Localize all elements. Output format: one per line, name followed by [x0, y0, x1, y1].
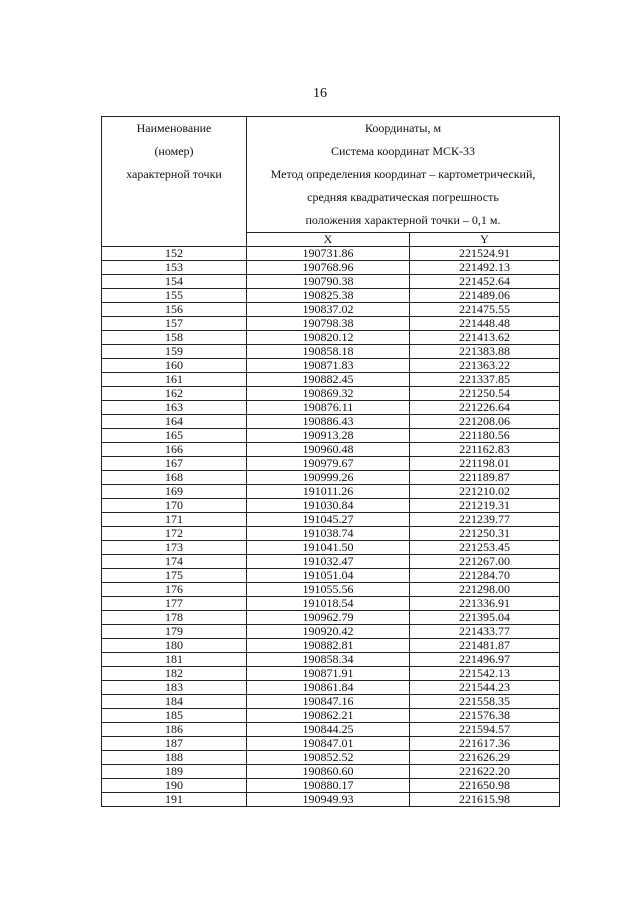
table-row	[102, 555, 560, 569]
x-coordinate-cell: 190871.91	[247, 667, 410, 681]
point-number-cell: 178	[102, 611, 247, 625]
table-row	[102, 597, 560, 611]
y-coordinate-cell: 221162.83	[410, 443, 560, 457]
x-coordinate-cell: 190847.16	[247, 695, 410, 709]
point-number-cell: 184	[102, 695, 247, 709]
x-coordinate-cell: 190949.93	[247, 793, 410, 807]
y-coordinate-cell: 221594.57	[410, 723, 560, 737]
point-number-cell: 162	[102, 387, 247, 401]
x-coordinate-cell: 190790.38	[247, 275, 410, 289]
point-number-cell: 154	[102, 275, 247, 289]
y-coordinate-cell: 221383.88	[410, 345, 560, 359]
x-coordinate-cell: 191018.54	[247, 597, 410, 611]
table-row	[102, 639, 560, 653]
table-row	[102, 513, 560, 527]
table-row	[102, 681, 560, 695]
x-coordinate-cell: 190844.25	[247, 723, 410, 737]
y-coordinate-cell: 221492.13	[410, 261, 560, 275]
table-row	[102, 499, 560, 513]
table-row	[102, 303, 560, 317]
y-coordinate-cell: 221250.54	[410, 387, 560, 401]
y-coordinate-cell: 221413.62	[410, 331, 560, 345]
x-coordinate-cell: 191011.26	[247, 485, 410, 499]
table-row	[102, 289, 560, 303]
point-number-cell: 169	[102, 485, 247, 499]
x-coordinate-cell: 190858.18	[247, 345, 410, 359]
table-row	[102, 275, 560, 289]
y-coordinate-cell: 221336.91	[410, 597, 560, 611]
y-coordinate-cell: 221650.98	[410, 779, 560, 793]
point-number-cell: 174	[102, 555, 247, 569]
y-coordinate-cell: 221615.98	[410, 793, 560, 807]
point-number-cell: 157	[102, 317, 247, 331]
coords-header-line: Метод определения координат – картометрический,	[270, 167, 536, 181]
point-number-cell: 158	[102, 331, 247, 345]
x-coordinate-cell: 191030.84	[247, 499, 410, 513]
table-row	[102, 373, 560, 387]
table-row	[102, 737, 560, 751]
y-coordinate-cell: 221481.87	[410, 639, 560, 653]
table-row	[102, 569, 560, 583]
y-coordinate-cell: 221337.85	[410, 373, 560, 387]
y-coordinate-cell: 221239.77	[410, 513, 560, 527]
y-coordinate-cell: 221626.29	[410, 751, 560, 765]
x-coordinate-cell: 190999.26	[247, 471, 410, 485]
x-coordinate-cell: 190820.12	[247, 331, 410, 345]
y-coordinate-cell: 221617.36	[410, 737, 560, 751]
table-row	[102, 667, 560, 681]
x-coordinate-cell: 190871.83	[247, 359, 410, 373]
x-coordinate-cell: 190886.43	[247, 415, 410, 429]
table-row	[102, 793, 560, 807]
point-number-cell: 190	[102, 779, 247, 793]
x-coordinate-cell: 190979.67	[247, 457, 410, 471]
point-number-cell: 155	[102, 289, 247, 303]
table-row	[102, 695, 560, 709]
table-row	[102, 471, 560, 485]
table-row	[102, 765, 560, 779]
y-coordinate-cell: 221524.91	[410, 247, 560, 261]
table-row	[102, 527, 560, 541]
table-row	[102, 625, 560, 639]
y-coordinate-cell: 221180.56	[410, 429, 560, 443]
point-number-cell: 173	[102, 541, 247, 555]
x-coordinate-cell: 190876.11	[247, 401, 410, 415]
x-coordinate-cell: 190861.84	[247, 681, 410, 695]
y-coordinate-cell: 221284.70	[410, 569, 560, 583]
coordinates-table	[101, 116, 560, 807]
x-coordinate-cell: 191051.04	[247, 569, 410, 583]
y-coordinate-cell: 221576.38	[410, 709, 560, 723]
x-coordinate-cell: 190825.38	[247, 289, 410, 303]
point-number-cell: 191	[102, 793, 247, 807]
x-coordinate-cell: 190913.28	[247, 429, 410, 443]
point-number-cell: 166	[102, 443, 247, 457]
coordinates-header	[247, 117, 560, 233]
y-coordinate-cell: 221496.97	[410, 653, 560, 667]
point-number-cell: 153	[102, 261, 247, 275]
table-row	[102, 443, 560, 457]
y-coordinate-cell: 221544.23	[410, 681, 560, 695]
point-number-cell: 181	[102, 653, 247, 667]
table-row	[102, 653, 560, 667]
y-coordinate-cell: 221475.55	[410, 303, 560, 317]
page-number: 16	[313, 86, 327, 101]
x-coordinate-cell: 190837.02	[247, 303, 410, 317]
table-row	[102, 457, 560, 471]
point-number-cell: 175	[102, 569, 247, 583]
y-coordinate-cell: 221250.31	[410, 527, 560, 541]
point-number-cell: 180	[102, 639, 247, 653]
y-coordinate-cell: 221489.06	[410, 289, 560, 303]
name-header-line: характерной точки	[126, 167, 222, 181]
x-coordinate-cell: 190960.48	[247, 443, 410, 457]
point-number-cell: 159	[102, 345, 247, 359]
point-number-cell: 186	[102, 723, 247, 737]
table-row	[102, 779, 560, 793]
x-coordinate-cell: 190862.21	[247, 709, 410, 723]
coords-header-line: положения характерной точки – 0,1 м.	[305, 213, 501, 227]
table-row	[102, 317, 560, 331]
x-coordinate-cell: 191041.50	[247, 541, 410, 555]
y-coordinate-cell: 221219.31	[410, 499, 560, 513]
x-coordinate-cell: 190798.38	[247, 317, 410, 331]
x-coordinate-cell: 190962.79	[247, 611, 410, 625]
name-header-line: Наименование	[136, 121, 212, 135]
coords-header-line: Система координат МСК-33	[330, 144, 476, 158]
y-coordinate-cell: 221298.00	[410, 583, 560, 597]
point-number-cell: 171	[102, 513, 247, 527]
point-number-cell: 156	[102, 303, 247, 317]
y-coordinate-cell: 221448.48	[410, 317, 560, 331]
table-row	[102, 331, 560, 345]
x-coordinate-cell: 191055.56	[247, 583, 410, 597]
coords-header-line: Координаты, м	[364, 121, 442, 135]
name-column-header	[102, 117, 247, 247]
y-column-header: Y	[410, 233, 560, 247]
x-coordinate-cell: 190731.86	[247, 247, 410, 261]
y-coordinate-cell: 221622.20	[410, 765, 560, 779]
point-number-cell: 189	[102, 765, 247, 779]
y-coordinate-cell: 221210.02	[410, 485, 560, 499]
table-row	[102, 359, 560, 373]
table-row	[102, 261, 560, 275]
point-number-cell: 160	[102, 359, 247, 373]
x-coordinate-cell: 190880.17	[247, 779, 410, 793]
point-number-cell: 167	[102, 457, 247, 471]
table-row	[102, 485, 560, 499]
point-number-cell: 165	[102, 429, 247, 443]
x-coordinate-cell: 191045.27	[247, 513, 410, 527]
x-coordinate-cell: 190869.32	[247, 387, 410, 401]
point-number-cell: 187	[102, 737, 247, 751]
name-header-line: (номер)	[154, 144, 194, 158]
table-row	[102, 415, 560, 429]
x-column-header: X	[247, 233, 410, 247]
table-row	[102, 611, 560, 625]
point-number-cell: 170	[102, 499, 247, 513]
table-row	[102, 387, 560, 401]
table-row	[102, 401, 560, 415]
table-row	[102, 541, 560, 555]
point-number-cell: 185	[102, 709, 247, 723]
x-coordinate-cell: 190860.60	[247, 765, 410, 779]
point-number-cell: 177	[102, 597, 247, 611]
x-coordinate-cell: 190768.96	[247, 261, 410, 275]
x-coordinate-cell: 191038.74	[247, 527, 410, 541]
point-number-cell: 176	[102, 583, 247, 597]
table-row	[102, 345, 560, 359]
y-coordinate-cell: 221267.00	[410, 555, 560, 569]
y-coordinate-cell: 221363.22	[410, 359, 560, 373]
x-coordinate-cell: 190847.01	[247, 737, 410, 751]
x-coordinate-cell: 190852.52	[247, 751, 410, 765]
coords-header-line: средняя квадратическая погрешность	[307, 190, 499, 204]
table-row	[102, 723, 560, 737]
point-number-cell: 179	[102, 625, 247, 639]
coordinates-table-body	[102, 247, 560, 807]
x-coordinate-cell: 190882.81	[247, 639, 410, 653]
point-number-cell: 182	[102, 667, 247, 681]
point-number-cell: 161	[102, 373, 247, 387]
y-coordinate-cell: 221558.35	[410, 695, 560, 709]
x-coordinate-cell: 191032.47	[247, 555, 410, 569]
y-coordinate-cell: 221433.77	[410, 625, 560, 639]
point-number-cell: 164	[102, 415, 247, 429]
table-row	[102, 429, 560, 443]
x-coordinate-cell: 190858.34	[247, 653, 410, 667]
point-number-cell: 188	[102, 751, 247, 765]
y-coordinate-cell: 221226.64	[410, 401, 560, 415]
y-coordinate-cell: 221189.87	[410, 471, 560, 485]
point-number-cell: 163	[102, 401, 247, 415]
table-row	[102, 751, 560, 765]
x-coordinate-cell: 190882.45	[247, 373, 410, 387]
table-row	[102, 709, 560, 723]
y-coordinate-cell: 221452.64	[410, 275, 560, 289]
y-coordinate-cell: 221198.01	[410, 457, 560, 471]
point-number-cell: 172	[102, 527, 247, 541]
table-row	[102, 247, 560, 261]
y-coordinate-cell: 221253.45	[410, 541, 560, 555]
x-coordinate-cell: 190920.42	[247, 625, 410, 639]
y-coordinate-cell: 221395.04	[410, 611, 560, 625]
table-row	[102, 583, 560, 597]
y-coordinate-cell: 221208.06	[410, 415, 560, 429]
point-number-cell: 183	[102, 681, 247, 695]
point-number-cell: 168	[102, 471, 247, 485]
y-coordinate-cell: 221542.13	[410, 667, 560, 681]
point-number-cell: 152	[102, 247, 247, 261]
